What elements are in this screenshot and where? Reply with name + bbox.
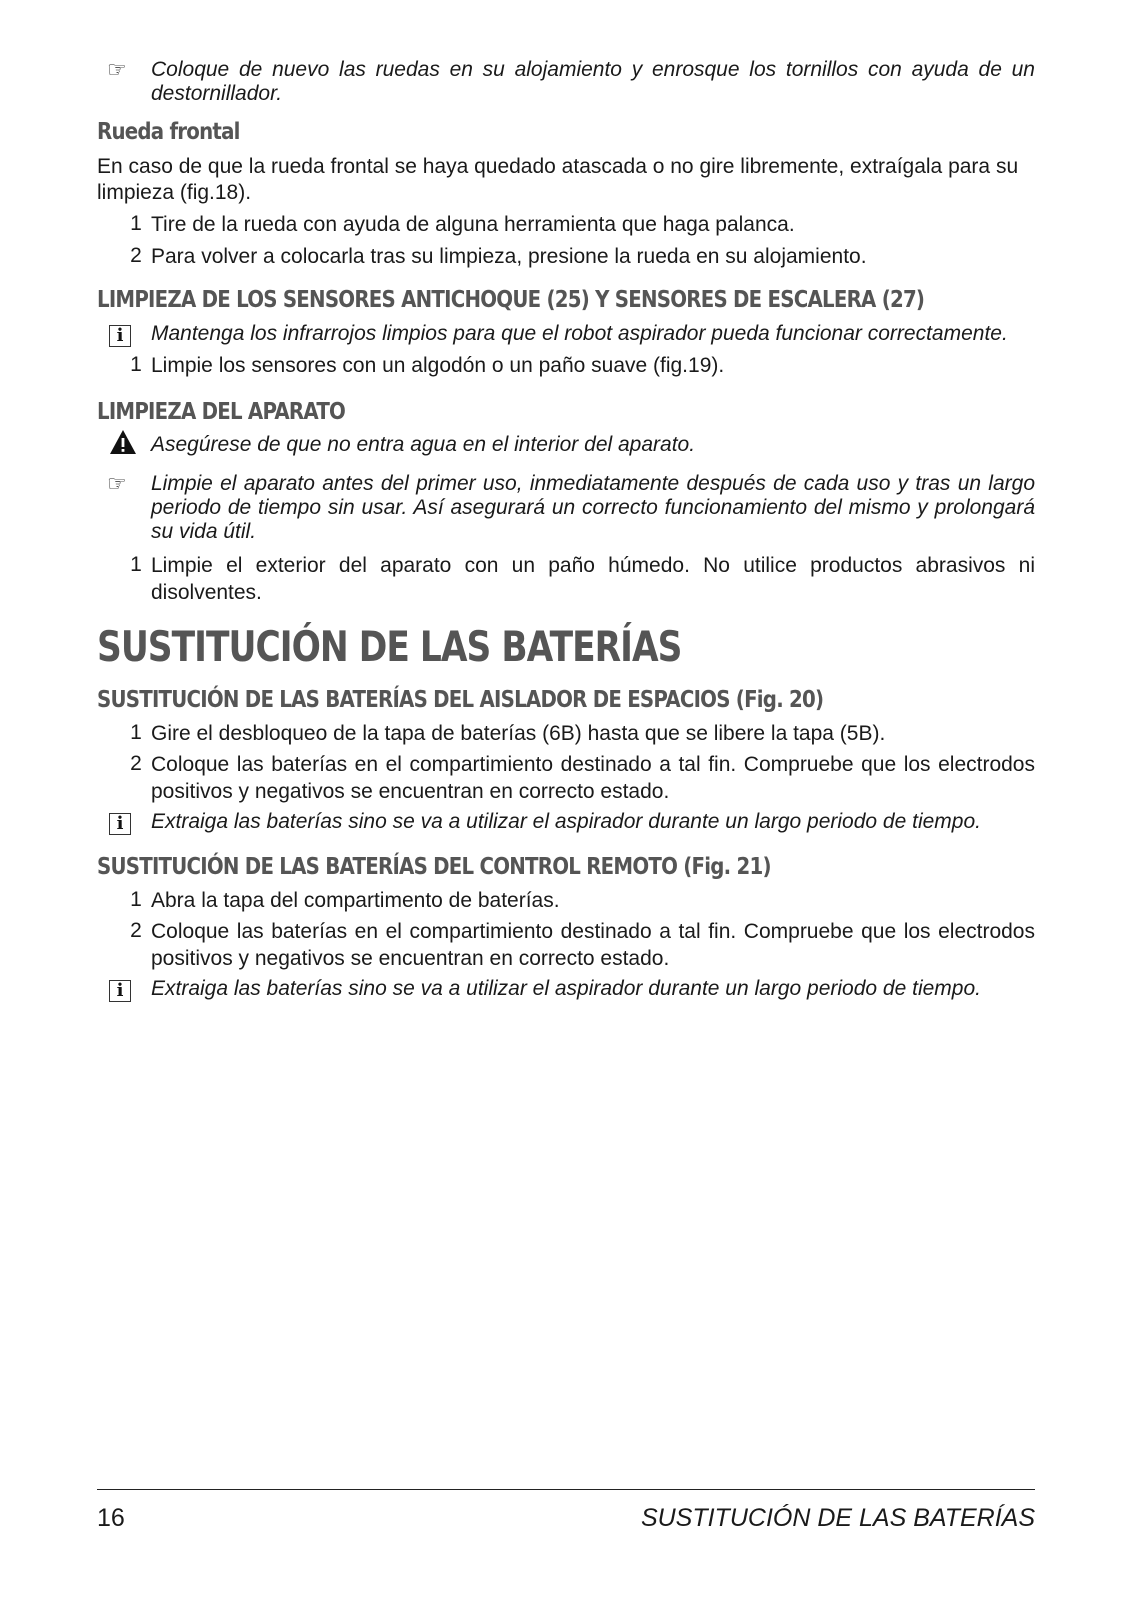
- step-text: Coloque las baterías en el compartimiento destinado a tal fin. Compruebe que los electrodos positivos y negativos se encuentran en correcto estado.: [151, 753, 1035, 803]
- section-title-isolator: SUSTITUCIÓN DE LAS BATERÍAS DEL AISLADOR DE ESPACIOS (Fig. 20): [97, 687, 824, 713]
- pointing-hand-icon: ☞: [107, 471, 127, 496]
- step-number: 1: [130, 721, 142, 744]
- tip-wheels: [97, 58, 1035, 106]
- pointing-hand-icon: ☞: [107, 57, 127, 82]
- step-text: Gire el desbloqueo de la tapa de baterías (6B) hasta que se libere la tapa (5B).: [151, 722, 886, 745]
- document-page: [97, 58, 1035, 1003]
- page-number: 16: [97, 1504, 125, 1532]
- note-text: Extraiga las baterías sino se va a utilizar el aspirador durante un largo periodo de tiempo.: [151, 977, 981, 1000]
- note-remote: [97, 977, 1035, 1003]
- list-item: [97, 887, 1035, 914]
- step-text: Coloque las baterías en el compartimiento destinado a tal fin. Compruebe que los electrodos positivos y negativos se encuentran en correcto estado.: [151, 920, 1035, 970]
- footer-divider: [97, 1489, 1035, 1490]
- tip-text: Coloque de nuevo las ruedas en su alojamiento y enrosque los tornillos con ayuda de un destornillador.: [151, 58, 1035, 105]
- section-title-front-wheel: Rueda frontal: [97, 119, 240, 145]
- info-icon: i: [109, 980, 131, 1002]
- note-text: Mantenga los infrarrojos limpios para que el robot aspirador pueda funcionar correctamente.: [151, 322, 1008, 345]
- step-number: 2: [130, 919, 142, 942]
- step-number: 1: [130, 888, 142, 911]
- step-text: Para volver a colocarla tras su limpieza, presione la rueda en su alojamiento.: [151, 245, 867, 268]
- step-text: Tire de la rueda con ayuda de alguna herramienta que haga palanca.: [151, 213, 795, 236]
- warning-text: Asegúrese de que no entra agua en el interior del aparato.: [151, 433, 696, 456]
- step-text: Abra la tapa del compartimento de baterías.: [151, 889, 560, 912]
- list-item: [97, 918, 1035, 972]
- warning-triangle-icon: [109, 429, 137, 462]
- section-title-device: LIMPIEZA DEL APARATO: [97, 399, 346, 425]
- note-text: Extraiga las baterías sino se va a utilizar el aspirador durante un largo periodo de tiempo.: [151, 810, 981, 833]
- running-title: SUSTITUCIÓN DE LAS BATERÍAS: [640, 1504, 1035, 1532]
- step-text: Limpie los sensores con un algodón o un paño suave (fig.19).: [151, 354, 725, 377]
- info-icon: i: [109, 325, 131, 347]
- note-isolator: [97, 810, 1035, 836]
- note-sensors: [97, 322, 1035, 348]
- section-title-remote: SUSTITUCIÓN DE LAS BATERÍAS DEL CONTROL REMOTO (Fig. 21): [97, 854, 771, 880]
- step-text: Limpie el exterior del aparato con un paño húmedo. No utilice productos abrasivos ni disolventes.: [151, 554, 1035, 604]
- step-number: 1: [130, 212, 142, 235]
- list-item: [97, 720, 1035, 747]
- info-icon: i: [109, 813, 131, 835]
- step-number: 1: [130, 553, 142, 576]
- step-number: 2: [130, 244, 142, 267]
- list-item: [97, 352, 1035, 379]
- list-item: [97, 243, 1035, 270]
- step-number: 1: [130, 353, 142, 376]
- front-wheel-intro: En caso de que la rueda frontal se haya quedado atascada o no gire libremente, extraígala para su limpieza (fig.18).: [97, 155, 1019, 204]
- tip-device: [97, 472, 1035, 544]
- tip-text: Limpie el aparato antes del primer uso, inmediatamente después de cada uso y tras un largo periodo de tiempo sin usar. Así asegurará un correcto funcionamiento del mismo y prolongará su vida útil.: [151, 472, 1035, 543]
- section-title-sensors: LIMPIEZA DE LOS SENSORES ANTICHOQUE (25) Y SENSORES DE ESCALERA (27): [97, 287, 925, 313]
- list-item: [97, 211, 1035, 238]
- list-item: [97, 552, 1035, 606]
- list-item: [97, 751, 1035, 805]
- chapter-title-batteries: SUSTITUCIÓN DE LAS BATERÍAS: [97, 622, 682, 671]
- warning-device: [97, 433, 1035, 462]
- step-number: 2: [130, 752, 142, 775]
